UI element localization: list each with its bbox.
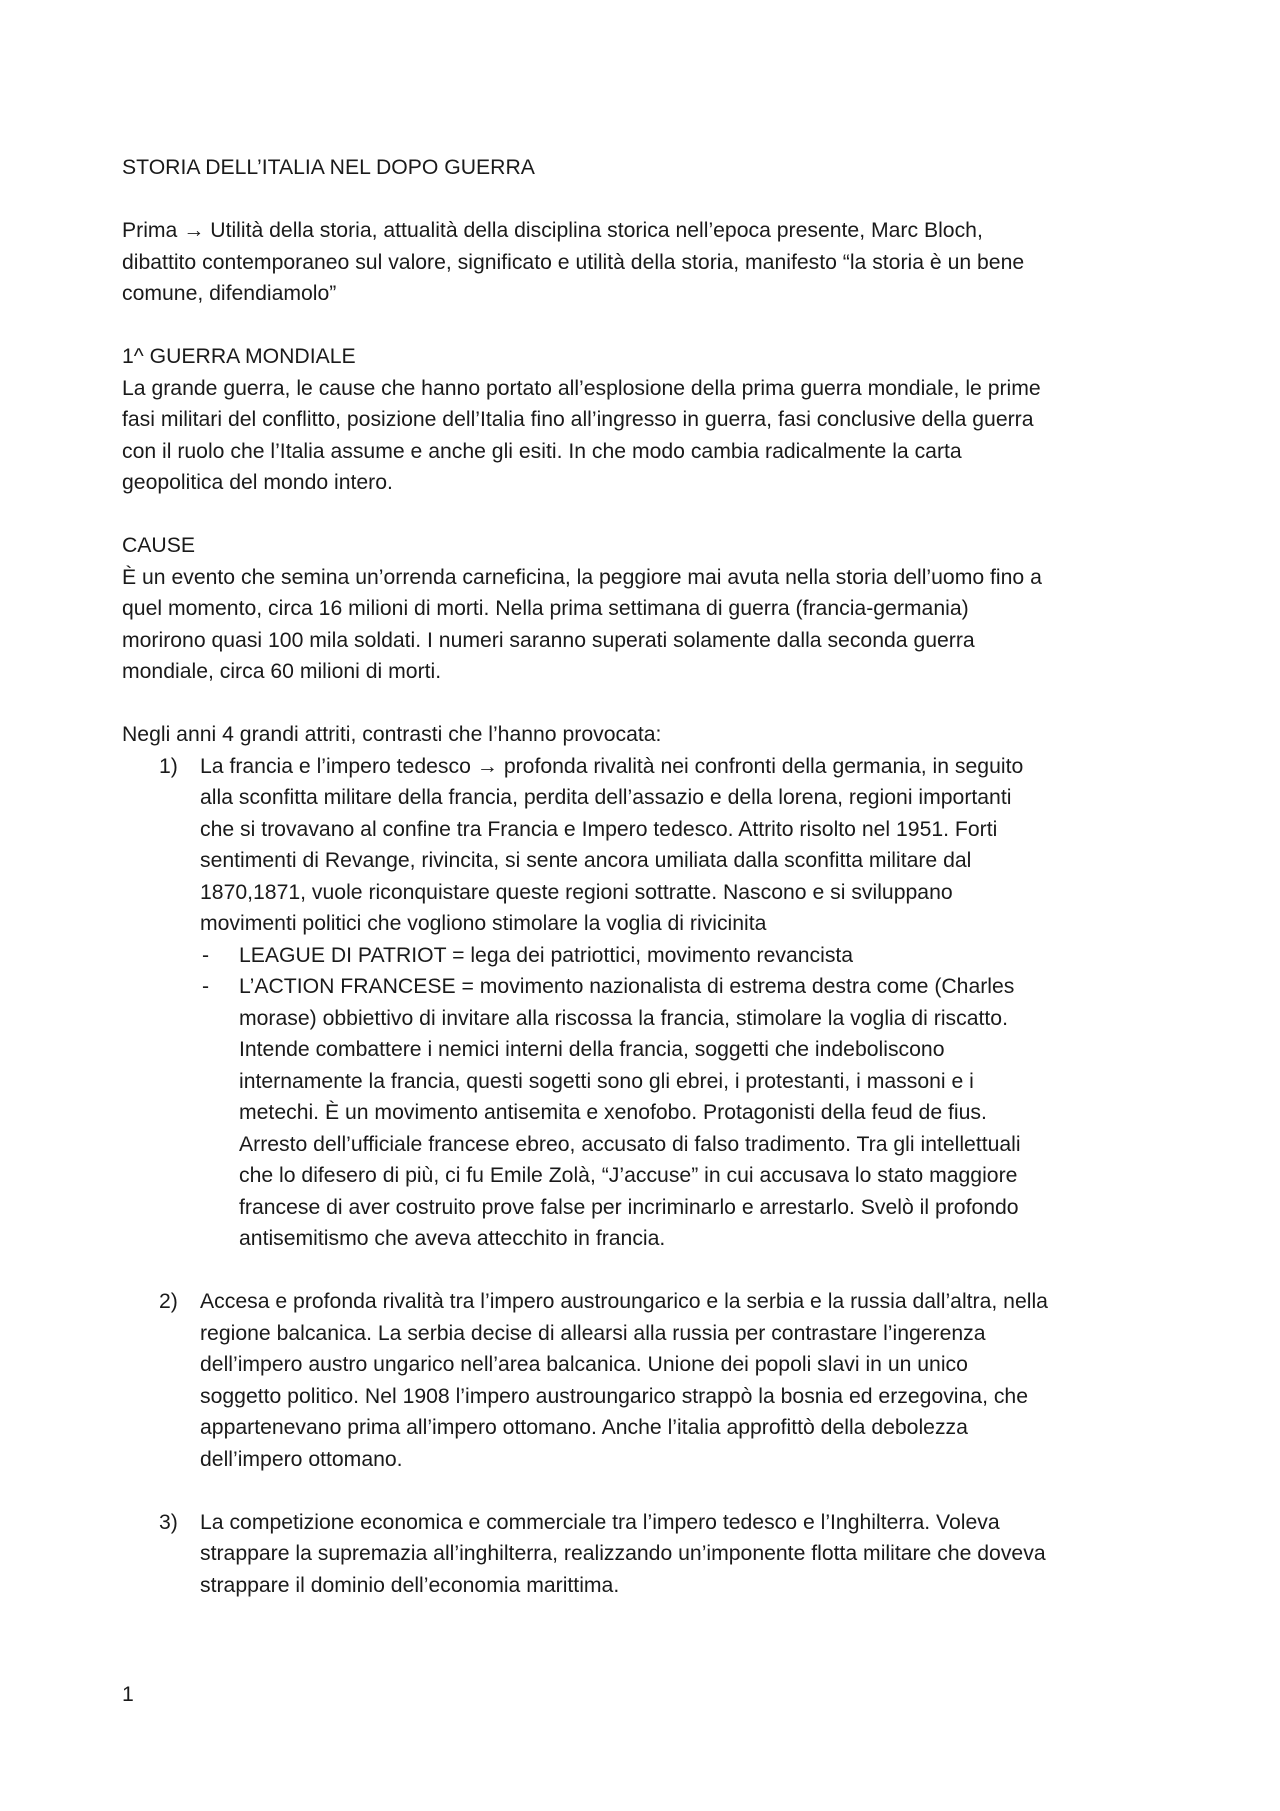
section-heading: 1^ GUERRA MONDIALE [122, 345, 356, 368]
list-line: soggetto politico. Nel 1908 l’impero austroungarico strappò la bosnia ed erzegovina, che [200, 1384, 1028, 1408]
spacer [122, 310, 1167, 342]
paragraph-line: quel momento, circa 16 milioni di morti. Nella prima settimana di guerra (francia-germania) [122, 597, 969, 620]
sub-line: francese di aver costruito prove false per incriminarlo e arrestarlo. Svelò il profondo [239, 1195, 1019, 1219]
list-line: strappare il dominio dell’economia marittima. [200, 1573, 620, 1597]
paragraph-line: morirono quasi 100 mila soldati. I numeri saranno superati solamente dalla seconda guerra [122, 628, 975, 652]
numbered-list [122, 751, 1167, 1602]
paragraph-line: La grande guerra, le cause che hanno portato all’esplosione della prima guerra mondiale, le prime [122, 376, 1041, 400]
spacer [122, 688, 1167, 720]
list-line: regione balcanica. La serbia decise di allearsi alla russia per contrastare l’ingerenza [200, 1321, 986, 1345]
sub-line: LEAGUE DI PATRIOT = lega dei patriottici, movimento revancista [239, 943, 854, 967]
paragraph-line: È un evento che semina un’orrenda carneficina, la peggiore mai avuta nella storia dell’uomo fino a [122, 565, 1042, 589]
document-title: STORIA DELL’ITALIA NEL DOPO GUERRA [122, 156, 535, 179]
section-cause [122, 530, 1167, 688]
sub-line: L’ACTION FRANCESE = movimento nazionalista di estrema destra come (Charles [239, 975, 1015, 998]
list-line: movimenti politici che vogliono stimolare la voglia di rivicinita [200, 912, 767, 935]
list-line: Accesa e profonda rivalità tra l’impero austroungarico e la serbia e la russia dall’altra, nella [200, 1290, 1048, 1313]
bullet-dash: - [202, 943, 210, 967]
paragraph-line: fasi militari del conflitto, posizione dell’Italia fino all’ingresso in guerra, fasi conclusive della guerra [122, 408, 1034, 431]
list-line: alla sconfitta militare della francia, perdita dell’assazio e della lorena, regioni importanti [200, 786, 1012, 809]
sub-line: Arresto dell’ufficiale francese ebreo, accusato di falso tradimento. Tra gli intellettuali [239, 1132, 1021, 1156]
sub-line: antisemitismo che aveva attecchito in francia. [239, 1227, 666, 1250]
list-item-3 [122, 1507, 1167, 1602]
bullet-dash: - [202, 975, 210, 998]
spacer [122, 499, 1167, 531]
document-page [122, 152, 1167, 1601]
sub-line: morase) obbiettivo di invitare alla riscossa la francia, stimolare la voglia di riscatto. [239, 1006, 1008, 1030]
paragraph-line: con il ruolo che l’Italia assume e anche gli esiti. In che modo cambia radicalmente la carta [122, 439, 962, 463]
list-item-2 [122, 1286, 1167, 1475]
list-line: La competizione economica e commerciale tra l’impero tedesco e l’Inghilterra. Voleva [200, 1510, 1000, 1534]
intro-line: dibattito contemporaneo sul valore, significato e utilità della storia, manifesto “la storia è un bene [122, 250, 1025, 274]
list-line: appartenevano prima all’impero ottomano. Anche l’italia approfittò della debolezza [200, 1416, 968, 1439]
section-heading: CAUSE [122, 534, 195, 557]
intro-line: Prima → Utilità della storia, attualità della disciplina storica nell’epoca presente, Marc Bloch, [122, 219, 983, 242]
list-line: 1870,1871, vuole riconquistare queste regioni sottratte. Nascono e si sviluppano [200, 880, 953, 904]
paragraph-line: mondiale, circa 60 milioni di morti. [122, 660, 442, 683]
list-item-1 [122, 751, 1167, 940]
list-line: che si trovavano al confine tra Francia e Impero tedesco. Attrito risolto nel 1951. Forti [200, 817, 998, 841]
list-line: sentimenti di Revange, rivincita, si sente ancora umiliata dalla sconfitta militare dal [200, 849, 972, 872]
sub-item-league [122, 940, 1167, 972]
sub-line: che lo difesero di più, ci fu Emile Zolà, “J’accuse” in cui accusava lo stato maggiore [239, 1164, 1018, 1187]
list-number: 2) [159, 1290, 178, 1313]
spacer [122, 1255, 1167, 1287]
list-line: La francia e l’impero tedesco → profonda rivalità nei confronti della germania, in seguito [200, 754, 1024, 778]
sub-line: metechi. È un movimento antisemita e xenofobo. Protagonisti della feud de fius. [239, 1101, 987, 1124]
sub-line: internamente la francia, questi sogetti sono gli ebrei, i protestanti, i massoni e i [239, 1069, 974, 1093]
list-intro: Negli anni 4 grandi attriti, contrasti che l’hanno provocata: [122, 723, 662, 746]
list-line: strappare la supremazia all’inghilterra, realizzando un’imponente flotta militare che doveva [200, 1542, 1046, 1565]
intro-paragraph [122, 215, 1167, 310]
list-number: 3) [159, 1510, 178, 1534]
spacer [122, 1475, 1167, 1507]
sub-item-action-francese [122, 971, 1167, 1255]
list-line: dell’impero ottomano. [200, 1447, 403, 1471]
list-number: 1) [159, 754, 178, 778]
intro-line: comune, difendiamolo” [122, 282, 337, 305]
spacer [122, 184, 1167, 216]
list-line: dell’impero austro ungarico nell’area balcanica. Unione dei popoli slavi in un unico [200, 1353, 968, 1376]
page-number: 1 [122, 1683, 134, 1706]
paragraph-line: geopolitica del mondo intero. [122, 471, 393, 494]
sub-line: Intende combattere i nemici interni della francia, soggetti che indeboliscono [239, 1038, 945, 1061]
section-grande-guerra [122, 341, 1167, 499]
